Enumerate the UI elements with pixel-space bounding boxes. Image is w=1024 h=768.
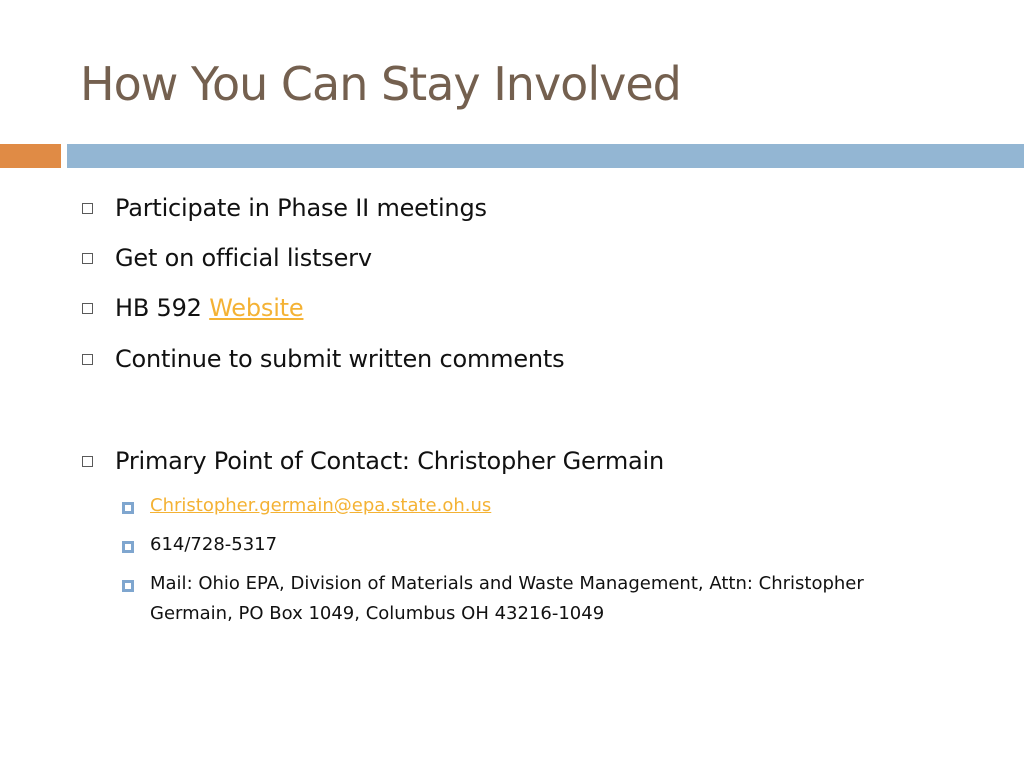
bullet-item-listserv — [82, 244, 372, 272]
sub-bullet-icon — [122, 502, 134, 514]
contact-email-link[interactable]: Christopher.germain@epa.state.oh.us — [150, 495, 492, 516]
website-link[interactable]: Website — [209, 294, 304, 322]
contact-phone: 614/728-5317 — [150, 534, 278, 555]
bullet-text — [115, 294, 303, 322]
bullet-text: Continue to submit written comments — [115, 345, 565, 373]
bullet-prefix: HB 592 — [115, 294, 210, 322]
title-divider-bar — [67, 144, 1024, 168]
bullet-text: Get on official listserv — [115, 244, 372, 272]
square-bullet-icon — [82, 354, 93, 365]
bullet-item-comments — [82, 345, 564, 373]
bullet-item-contact — [82, 447, 664, 475]
contact-mail-item — [122, 575, 870, 629]
sub-bullet-icon — [122, 541, 134, 553]
slide-title: How You Can Stay Involved — [80, 57, 681, 111]
sub-bullet-icon — [122, 580, 134, 592]
bullet-text: Primary Point of Contact: Christopher Germain — [115, 447, 665, 475]
square-bullet-icon — [82, 253, 93, 264]
contact-mail-address: Mail: Ohio EPA, Division of Materials and Waste Management, Attn: Christopher Germain, PO Box 1049, Columbus OH 43216-1049 — [150, 573, 864, 624]
bullet-item-website — [82, 294, 303, 322]
bullet-text: Participate in Phase II meetings — [115, 194, 487, 222]
square-bullet-icon — [82, 303, 93, 314]
contact-email-item — [122, 497, 491, 521]
contact-phone-item — [122, 536, 277, 560]
bullet-item-phase-ii — [82, 194, 487, 222]
square-bullet-icon — [82, 203, 93, 214]
title-accent-bar — [0, 144, 61, 168]
square-bullet-icon — [82, 456, 93, 467]
